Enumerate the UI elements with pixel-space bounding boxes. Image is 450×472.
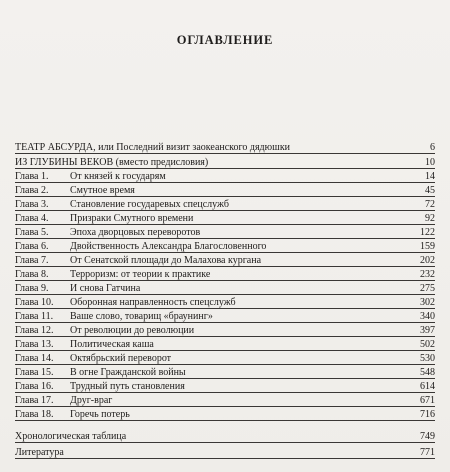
toc-entry-title: ТЕАТР АБСУРДА, или Последний визит заокеанского дядюшки: [15, 142, 291, 153]
toc-entry: [15, 141, 435, 154]
chapter-number: Глава 16.: [15, 381, 54, 392]
toc-entry: [15, 380, 435, 393]
toc-entry: [15, 324, 435, 337]
toc-entry-title: ИЗ ГЛУБИНЫ ВЕКОВ (вместо предисловия): [15, 157, 209, 168]
toc-entry: [15, 296, 435, 309]
chapter-number: Глава 11.: [15, 311, 54, 322]
chapter-title: В огне Гражданской войны: [70, 367, 186, 378]
toc-page-number: 397: [420, 325, 435, 336]
chapter-title: Смутное время: [70, 185, 135, 196]
chapter-title: Октябрьский переворот: [70, 353, 172, 364]
toc-entry: [15, 408, 435, 421]
toc-page-number: 548: [420, 367, 435, 378]
chapter-number: Глава 4.: [15, 213, 49, 224]
chapter-title: Становление государевых спецслужб: [70, 199, 229, 210]
toc-entry: [15, 156, 435, 169]
chapter-number: Глава 1.: [15, 171, 49, 182]
chapter-title: Горечь потерь: [70, 409, 130, 420]
chapter-number: Глава 8.: [15, 269, 49, 280]
toc-page-number: 771: [420, 447, 435, 458]
chapter-number: Глава 18.: [15, 409, 54, 420]
chapter-title: От революции до революции: [70, 325, 195, 336]
toc-page-number: 502: [420, 339, 435, 350]
toc-entry-title: Хронологическая таблица: [15, 431, 127, 442]
toc-page-number: 72: [425, 199, 435, 210]
chapter-number: Глава 14.: [15, 353, 54, 364]
toc-entry: [15, 212, 435, 225]
toc-page-number: 671: [420, 395, 435, 406]
chapter-number: Глава 2.: [15, 185, 49, 196]
chapter-title: Политическая каша: [70, 339, 154, 350]
toc-page-number: 302: [420, 297, 435, 308]
toc-page-number: 749: [420, 431, 435, 442]
toc-page-number: 6: [430, 142, 435, 153]
chapter-number: Глава 3.: [15, 199, 49, 210]
toc-page-number: 232: [420, 269, 435, 280]
chapter-number: Глава 7.: [15, 255, 49, 266]
toc-page-number: 716: [420, 409, 435, 420]
toc-entry-title: Литература: [15, 447, 64, 458]
toc-page-number: 202: [420, 255, 435, 266]
chapter-number: Глава 6.: [15, 241, 49, 252]
toc-entry: [15, 254, 435, 267]
toc-entry: [15, 352, 435, 365]
toc-page-number: 45: [425, 185, 435, 196]
chapter-title: Друг-враг: [70, 395, 113, 406]
chapter-title: Оборонная направленность спецслужб: [70, 297, 236, 308]
toc-entry: [15, 184, 435, 197]
toc-entry: [15, 394, 435, 407]
chapter-number: Глава 5.: [15, 227, 49, 238]
page-title: ОГЛАВЛЕНИЕ: [176, 33, 274, 47]
toc-page-number: 614: [420, 381, 435, 392]
chapter-title: Терроризм: от теории к практике: [70, 269, 211, 280]
chapter-number: Глава 17.: [15, 395, 54, 406]
toc-entry: [15, 310, 435, 323]
toc-entry: [15, 240, 435, 253]
chapter-number: Глава 9.: [15, 283, 49, 294]
chapter-title: Эпоха дворцовых переворотов: [70, 227, 201, 238]
chapter-title: И снова Гатчина: [70, 283, 141, 294]
chapter-title: Ваше слово, товарищ «браунинг»: [70, 311, 213, 322]
chapter-title: От князей к государям: [70, 171, 166, 182]
toc-entry: [15, 338, 435, 351]
toc-page-number: 159: [420, 241, 435, 252]
chapter-number: Глава 10.: [15, 297, 54, 308]
toc-entry: [15, 226, 435, 239]
toc-page-number: 340: [420, 311, 435, 322]
toc-entry: [15, 170, 435, 183]
toc-entry: [15, 198, 435, 211]
chapter-title: Двойственность Александра Благословенного: [70, 241, 267, 252]
toc-page-number: 530: [420, 353, 435, 364]
toc-entry: [15, 430, 435, 443]
chapter-number: Глава 15.: [15, 367, 54, 378]
toc-page-number: 92: [425, 213, 435, 224]
chapter-title: Трудный путь становления: [70, 381, 185, 392]
chapter-number: Глава 12.: [15, 325, 54, 336]
toc-page-number: 14: [425, 171, 435, 182]
chapter-number: Глава 13.: [15, 339, 54, 350]
chapter-title: Призраки Смутного времени: [70, 213, 194, 224]
toc-entry: [15, 446, 435, 459]
chapter-title: От Сенатской площади до Малахова кургана: [70, 255, 262, 266]
toc-entry: [15, 282, 435, 295]
toc-entry: [15, 268, 435, 281]
toc-page-number: 122: [420, 227, 435, 238]
toc-entry: [15, 366, 435, 379]
toc-page-number: 275: [420, 283, 435, 294]
toc-page-number: 10: [425, 157, 435, 168]
